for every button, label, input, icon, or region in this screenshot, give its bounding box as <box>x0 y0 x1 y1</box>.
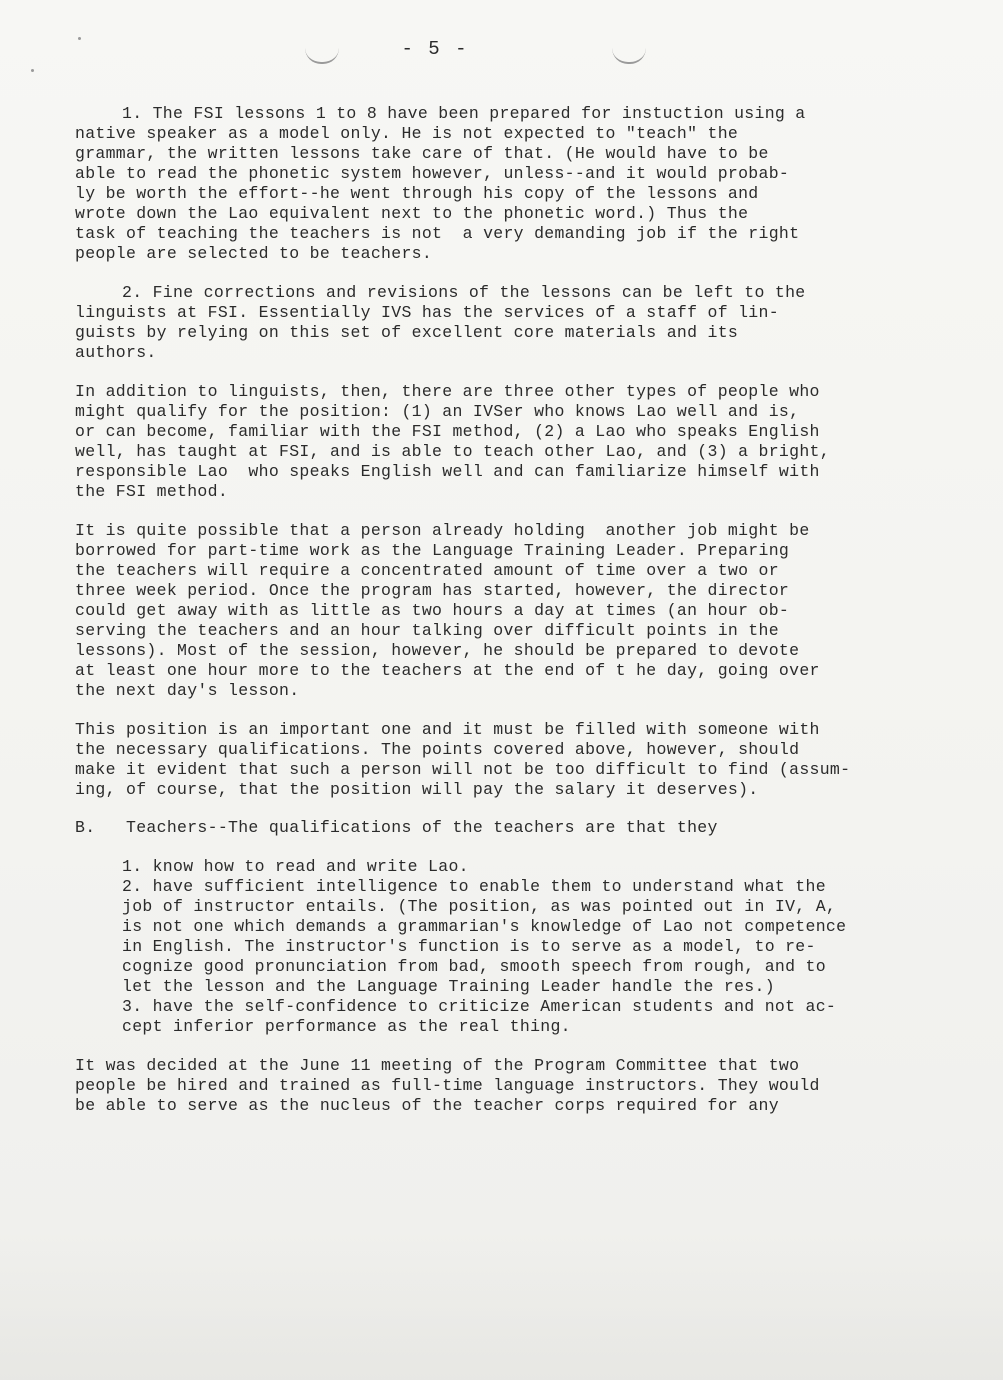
text-line: at least one hour more to the teachers at the end of t he day, going over <box>75 661 820 680</box>
text-line: wrote down the Lao equivalent next to the phonetic word.) Thus the <box>75 204 749 223</box>
text-line: lessons). Most of the session, however, he should be prepared to devote <box>75 641 800 660</box>
text-line: linguists at FSI. Essentially IVS has the services of a staff of lin- <box>75 303 779 322</box>
text-line: three week period. Once the program has started, however, the director <box>75 581 790 600</box>
text-line: the FSI method. <box>75 482 229 501</box>
binder-hole-mark-right <box>612 48 646 64</box>
text-line: could get away with as little as two hours a day at times (an hour ob- <box>75 601 790 620</box>
text-line: people be hired and trained as full-time language instructors. They would <box>75 1076 820 1095</box>
text-line: cognize good pronunciation from bad, smooth speech from rough, and to <box>122 957 826 976</box>
text-line: the next day's lesson. <box>75 681 300 700</box>
text-line: the necessary qualifications. The points covered above, however, should <box>75 740 800 759</box>
text-line: make it evident that such a person will not be too difficult to find (assum- <box>75 760 851 779</box>
scan-shadow <box>0 1230 1003 1380</box>
scan-speck <box>78 37 81 40</box>
text-line: job of instructor entails. (The position, as was pointed out in IV, A, <box>122 897 837 916</box>
text-line: serving the teachers and an hour talking over difficult points in the <box>75 621 779 640</box>
text-line: borrowed for part-time work as the Language Training Leader. Preparing <box>75 541 790 560</box>
text-line: responsible Lao who speaks English well and can familiarize himself with <box>75 462 820 481</box>
text-line: people are selected to be teachers. <box>75 244 433 263</box>
text-line: It is quite possible that a person already holding another job might be <box>75 521 810 540</box>
list-item: 3. have the self-confidence to criticize American students and not ac- <box>122 997 837 1016</box>
scan-speck <box>31 69 34 72</box>
text-line: let the lesson and the Language Training Leader handle the res.) <box>122 977 775 996</box>
text-line: It was decided at the June 11 meeting of the Program Committee that two <box>75 1056 800 1075</box>
text-line: 2. Fine corrections and revisions of the lessons can be left to the <box>122 283 806 302</box>
text-line: cept inferior performance as the real thing. <box>122 1017 571 1036</box>
list-item: 2. have sufficient intelligence to enable them to understand what the <box>122 877 826 896</box>
text-line: task of teaching the teachers is not a very demanding job if the right <box>75 224 800 243</box>
list-item: 1. know how to read and write Lao. <box>122 857 469 876</box>
text-line: in English. The instructor's function is to serve as a model, to re- <box>122 937 816 956</box>
text-line: or can become, familiar with the FSI method, (2) a Lao who speaks English <box>75 422 820 441</box>
text-line: well, has taught at FSI, and is able to teach other Lao, and (3) a bright, <box>75 442 830 461</box>
text-line: the teachers will require a concentrated amount of time over a two or <box>75 561 779 580</box>
text-line: grammar, the written lessons take care of that. (He would have to be <box>75 144 769 163</box>
text-line: able to read the phonetic system however, unless--and it would probab- <box>75 164 790 183</box>
text-line: ing, of course, that the position will pay the salary it deserves). <box>75 780 759 799</box>
text-line: guists by relying on this set of excellent core materials and its <box>75 323 739 342</box>
text-line: 1. The FSI lessons 1 to 8 have been prepared for instuction using a <box>122 104 806 123</box>
text-line: is not one which demands a grammarian's knowledge of Lao not competence <box>122 917 847 936</box>
page-number: - 5 - <box>401 38 469 60</box>
text-line: authors. <box>75 343 157 362</box>
text-line: This position is an important one and it must be filled with someone with <box>75 720 820 739</box>
section-b-heading: B. Teachers--The qualifications of the teachers are that they <box>75 818 718 837</box>
text-line: might qualify for the position: (1) an IVSer who knows Lao well and is, <box>75 402 800 421</box>
text-line: In addition to linguists, then, there are three other types of people who <box>75 382 820 401</box>
text-line: native speaker as a model only. He is not expected to "teach" the <box>75 124 739 143</box>
binder-hole-mark-left <box>305 48 339 64</box>
text-line: ly be worth the effort--he went through his copy of the lessons and <box>75 184 759 203</box>
text-line: be able to serve as the nucleus of the teacher corps required for any <box>75 1096 779 1115</box>
